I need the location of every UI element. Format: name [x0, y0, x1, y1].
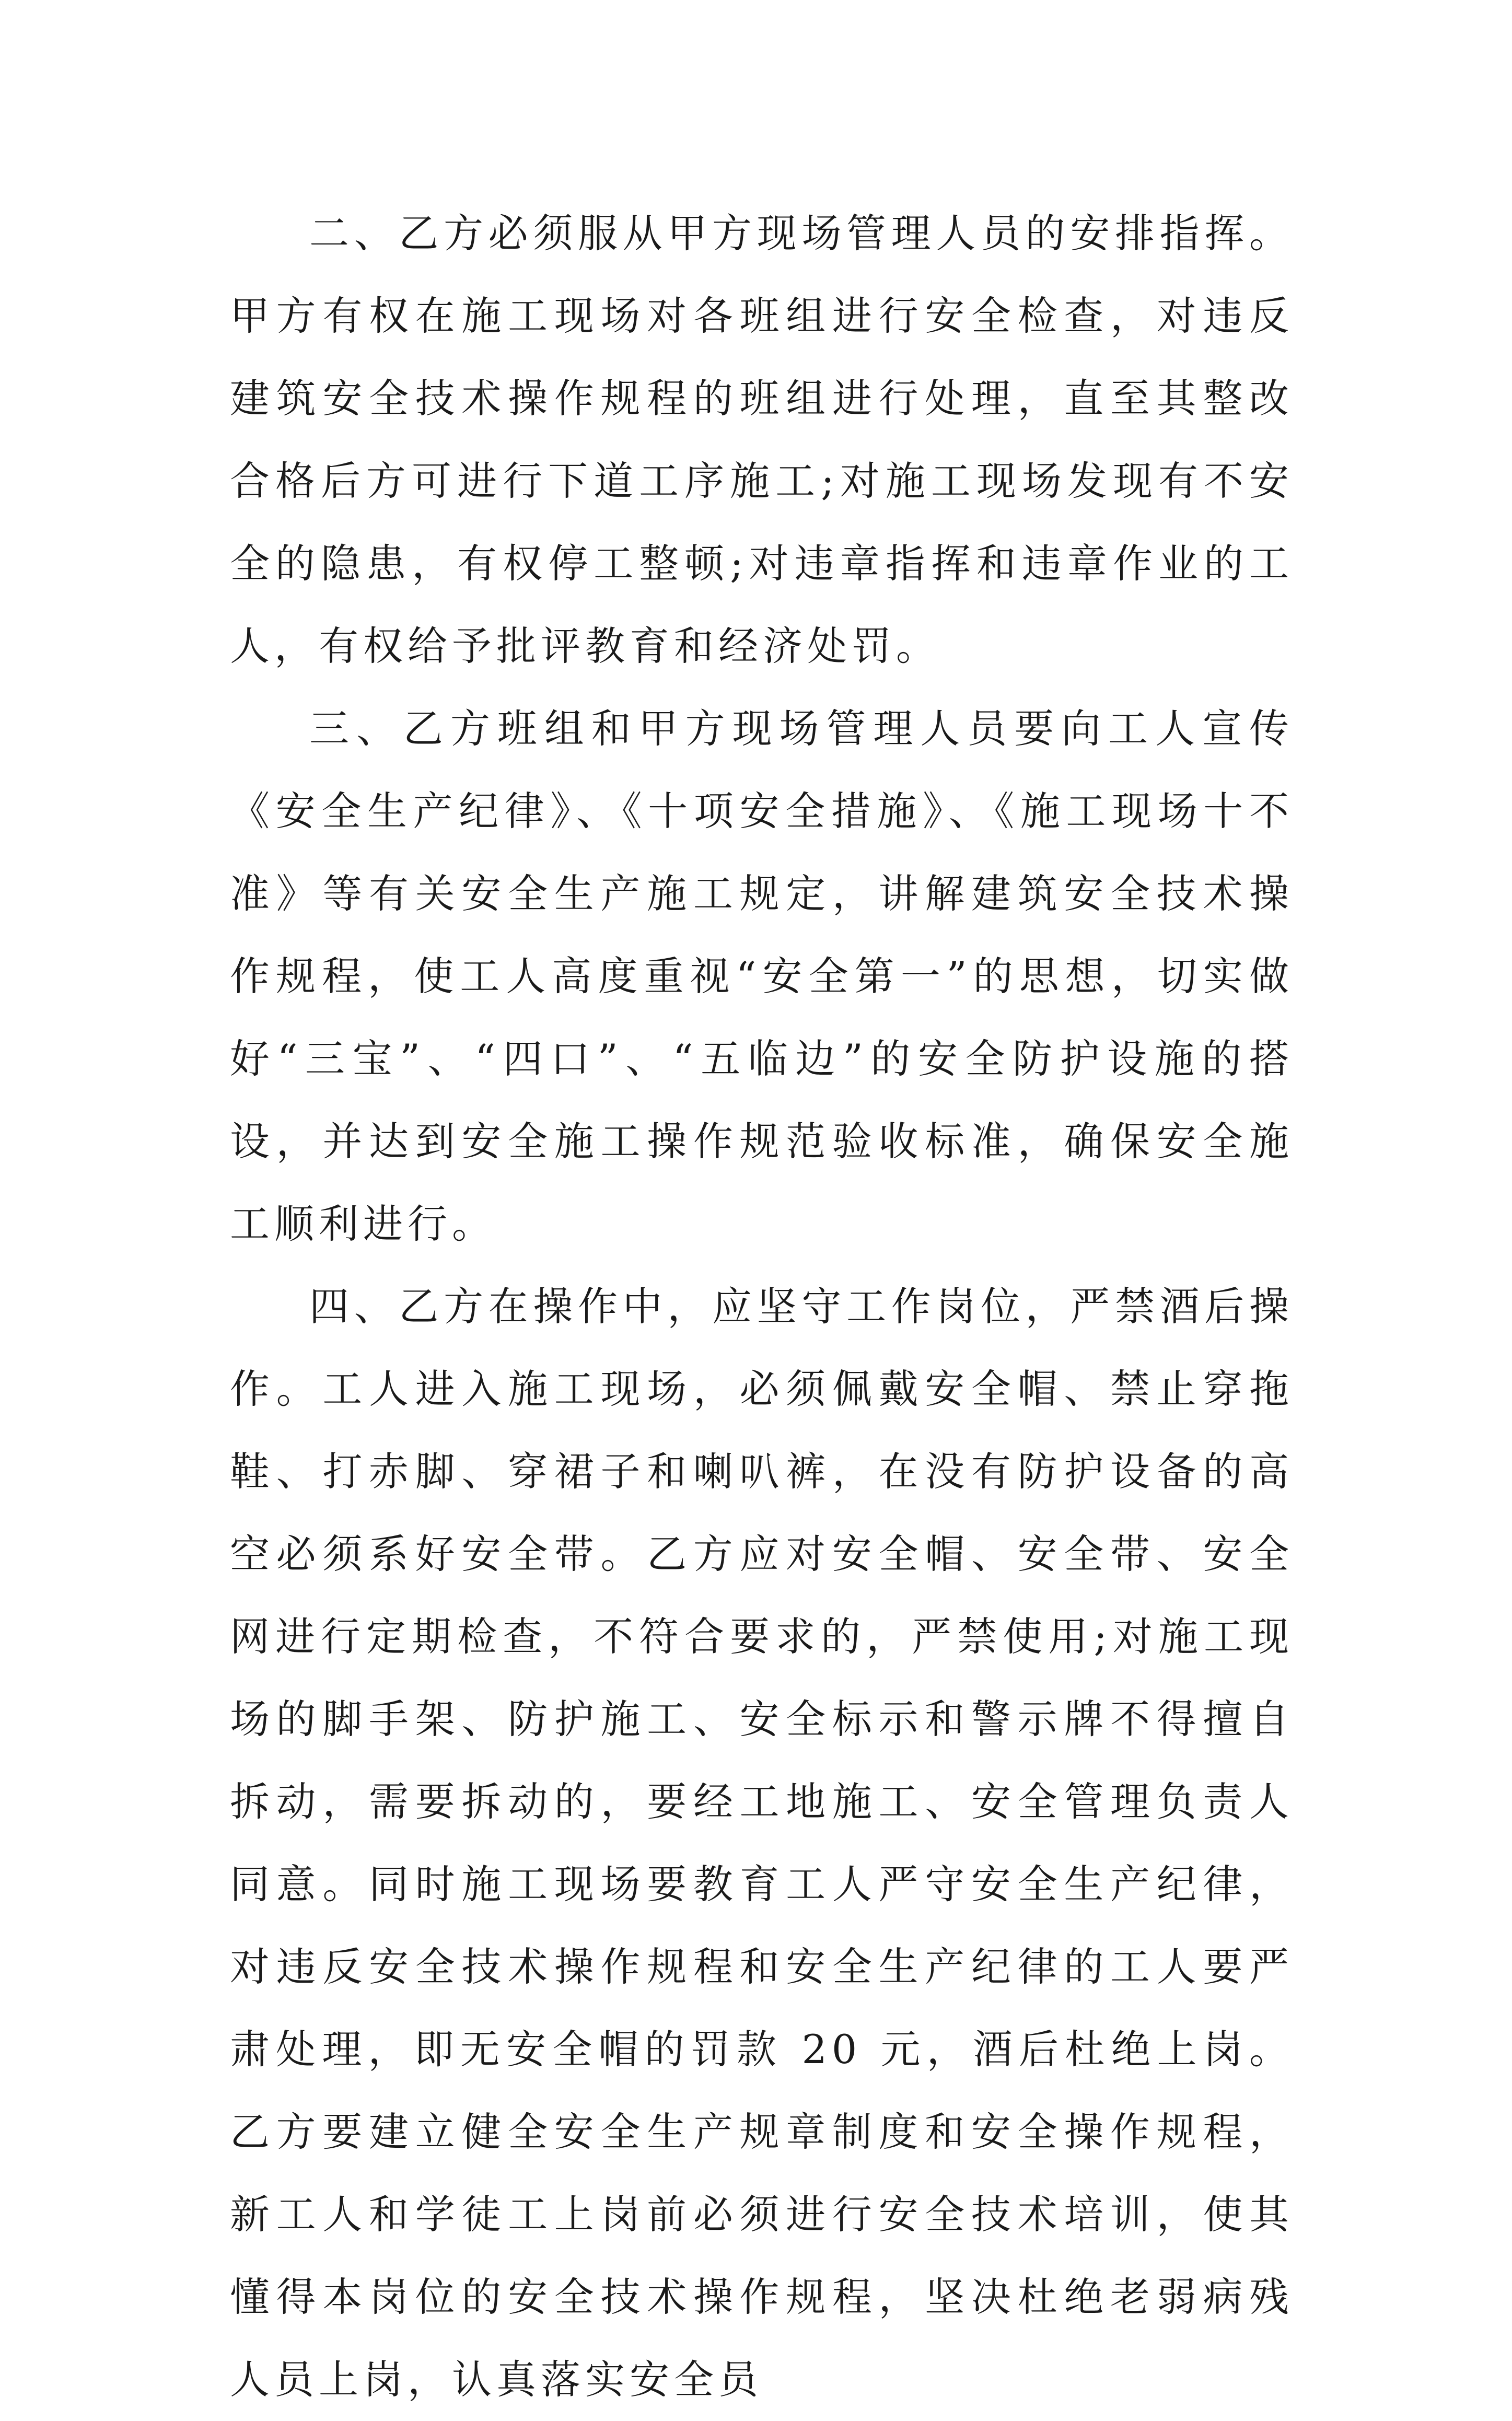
paragraph-clause-2: 二、乙方必须服从甲方现场管理人员的安排指挥。甲方有权在施工现场对各班组进行安全检查，对违反建筑安全技术操作规程的班组进行处理，直至其整改合格后方可进行下道工序施工;对施工现场发现有不安全的隐患，有权停工整顿;对违章指挥和违章作业的工人，有权给予批评教育和经济处罚。 — [230, 210, 1294, 669]
paragraph-clause-4: 四、乙方在操作中，应坚守工作岗位，严禁酒后操作。工人进入施工现场，必须佩戴安全帽、禁止穿拖鞋、打赤脚、穿裙子和喇叭裤，在没有防护设备的高空必须系好安全带。乙方应对安全帽、安全带、安全网进行定期检查，不符合要求的，严禁使用;对施工现场的脚手架、防护施工、安全标示和警示牌不得擅自拆动，需要拆动的，要经工地施工、安全管理负责人同意。同时施工现场要教育工人严守安全生产纪律，对违反安全技术操作规程和安全生产纪律的工人要严肃处理，即无安全帽的罚款 20 元，酒后杜绝上岗。乙方要建立健全安全生产规章制度和安全操作规程，新工人和学徒工上岗前必须进行安全技术培训，使其懂得本岗位的安全技术操作规程，坚决杜绝老弱病残人员上岗，认真落实安全员 — [230, 1283, 1294, 2403]
document-body — [230, 192, 1294, 2421]
paragraph-clause-3: 三、乙方班组和甲方现场管理人员要向工人宣传《安全生产纪律》、《十项安全措施》、《施工现场十不准》等有关安全生产施工规定，讲解建筑安全技术操作规程，使工人高度重视“安全第一”的思想，切实做好“三宝”、“四口”、“五临边”的安全防护设施的搭设，并达到安全施工操作规范验收标准，确保安全施工顺利进行。 — [230, 705, 1294, 1247]
